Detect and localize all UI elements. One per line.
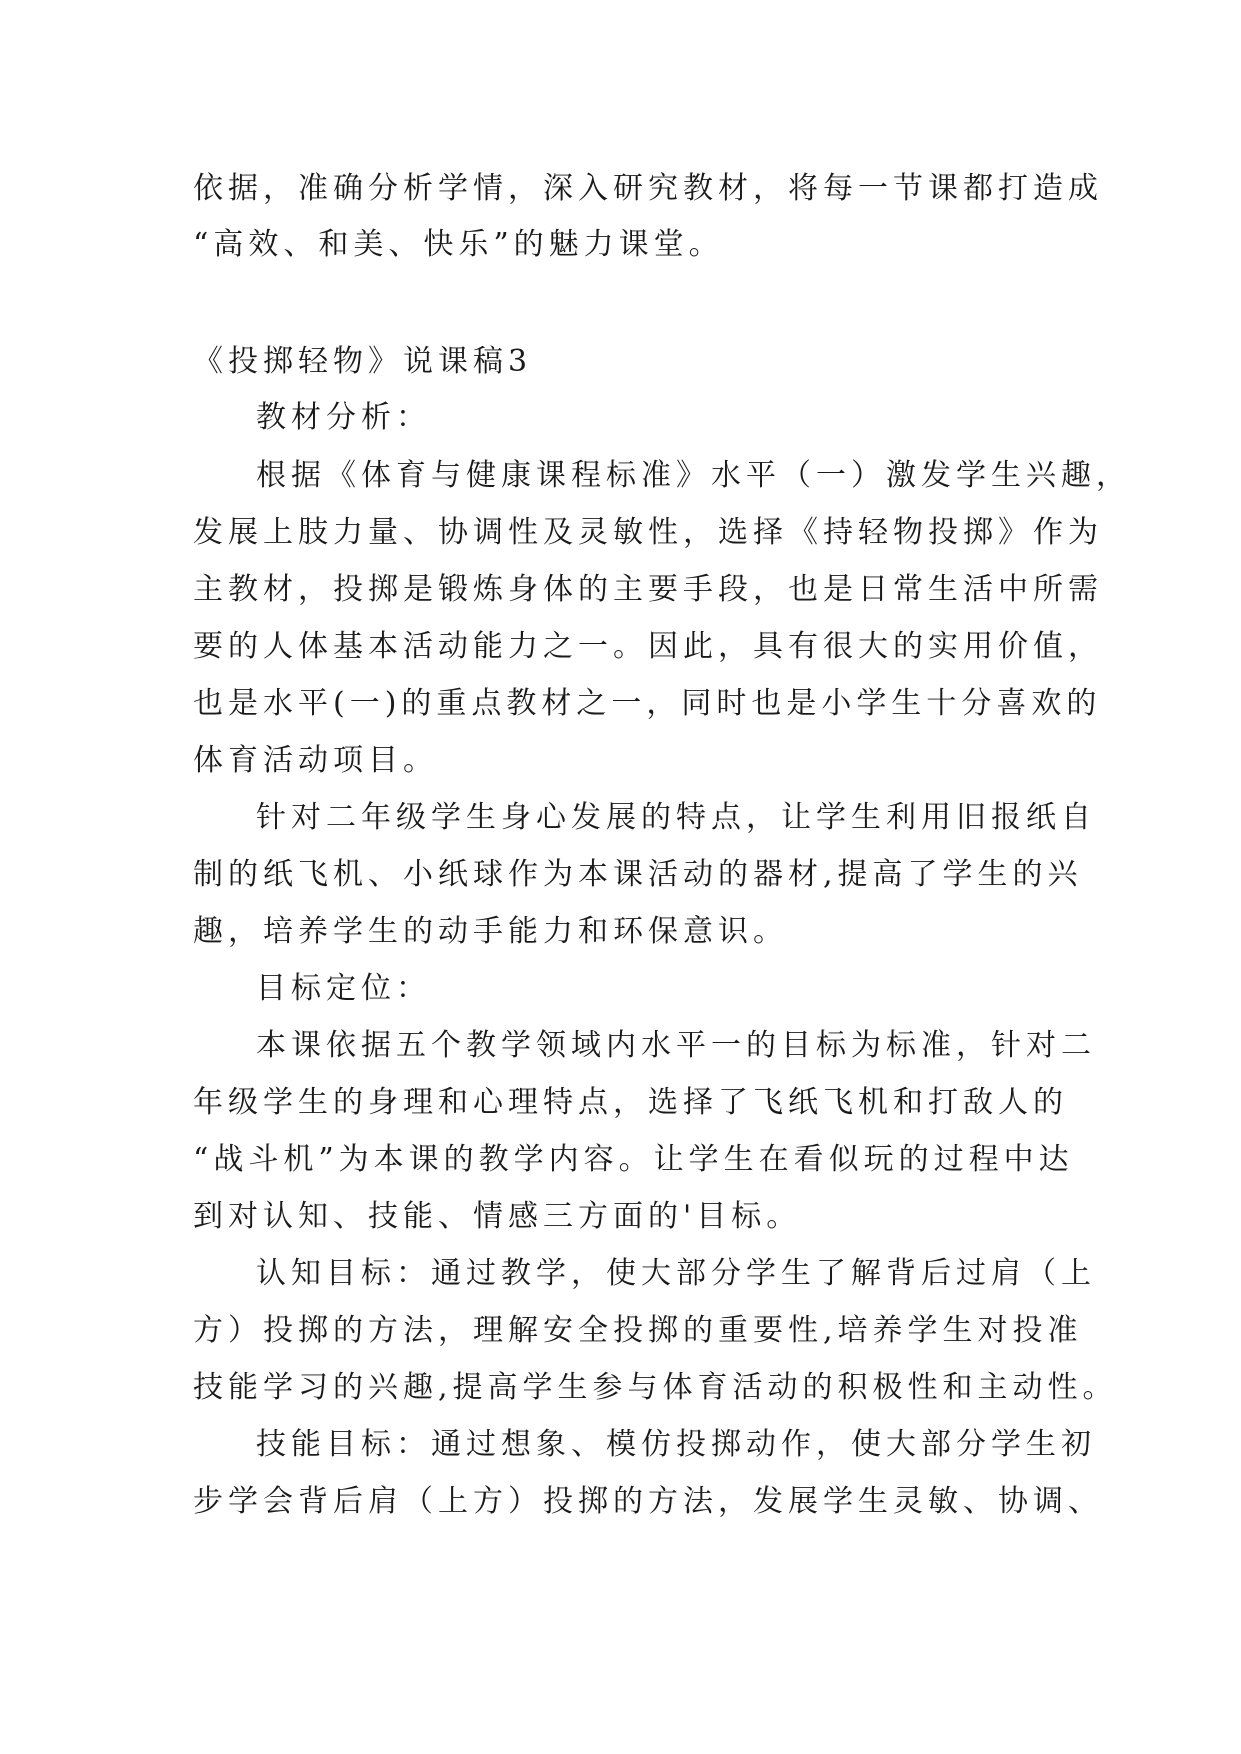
paragraph-line: 依据，准确分析学情，深入研究教材，将每一节课都打造成 [193,171,1103,206]
paragraph-line: 根据《体育与健康课程标准》水平（一）激发学生兴趣， [256,458,1131,493]
paragraph-line: 年级学生的身理和心理特点，选择了飞纸飞机和打敌人的 [193,1085,1068,1120]
paragraph-line: 方）投掷的方法，理解安全投掷的重要性,培养学生对投准 [193,1313,1083,1348]
paragraph-line: 制的纸飞机、小纸球作为本课活动的器材,提高了学生的兴 [193,857,1083,892]
paragraph-line: 也是水平(一)的重点教材之一，同时也是小学生十分喜欢的 [193,686,1102,721]
paragraph-line: 本课依据五个教学领域内水平一的目标为标准，针对二 [256,1028,1096,1063]
paragraph-line: 技能学习的兴趣,提高学生参与体育活动的积极性和主动性。 [193,1370,1118,1405]
paragraph-line: 发展上肢力量、协调性及灵敏性，选择《持轻物投掷》作为 [193,515,1103,550]
subheading: 目标定位： [256,971,431,1006]
paragraph-line: 技能目标：通过想象、模仿投掷动作，使大部分学生初 [256,1427,1096,1462]
section-title: 《投掷轻物》说课稿3 [193,344,533,379]
paragraph-line: 主教材，投掷是锻炼身体的主要手段，也是日常生活中所需 [193,572,1103,607]
paragraph-line: “战斗机”为本课的教学内容。让学生在看似玩的过程中达 [193,1142,1074,1177]
paragraph-line: 趣，培养学生的动手能力和环保意识。 [193,914,788,949]
paragraph-line: “高效、和美、快乐”的魅力课堂。 [193,227,724,262]
paragraph-line: 要的人体基本活动能力之一。因此，具有很大的实用价值， [193,629,1103,664]
paragraph-line: 步学会背后肩（上方）投掷的方法，发展学生灵敏、协调、 [193,1484,1103,1519]
paragraph-line: 认知目标：通过教学，使大部分学生了解背后过肩（上 [256,1256,1096,1291]
paragraph-line: 体育活动项目。 [193,743,438,778]
paragraph-line: 到对认知、技能、情感三方面的'目标。 [193,1199,802,1234]
subheading: 教材分析： [256,400,431,435]
paragraph-line: 针对二年级学生身心发展的特点，让学生利用旧报纸自 [256,800,1096,835]
